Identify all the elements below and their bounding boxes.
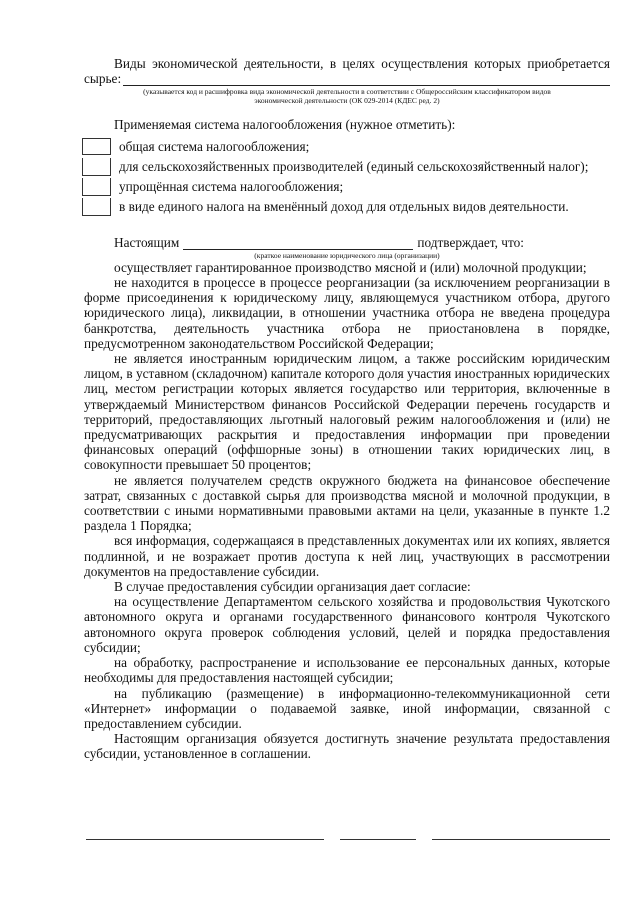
checkbox[interactable] (82, 138, 111, 155)
checkbox[interactable] (82, 178, 111, 196)
signature-field-position[interactable] (86, 839, 324, 840)
paragraph-authenticity: вся информация, содержащаяся в представленных документах или их копиях, является подлинной, и не возражает против доступа к ней лиц, участвующих в рассмотрении документов на предоставление субсидии. (84, 533, 610, 579)
signature-field-name[interactable] (432, 839, 610, 840)
confirm-line (84, 235, 610, 250)
application-form-page (84, 56, 610, 762)
tax-heading: Применяемая система налогообложения (нужное отметить): (114, 117, 456, 133)
activities-blank-field[interactable] (123, 71, 610, 86)
confirm-prefix: Настоящим (114, 234, 180, 250)
activities-text: Виды экономической деятельности, в целях осуществления которых приобретается (114, 56, 610, 71)
consent-item-publication: на публикацию (размещение) в информационно-телекоммуникационной сети «Интернет» информации о подаваемой заявке, иной информации, связанной с предоставлением субсидии. (84, 685, 610, 731)
checkbox[interactable] (82, 198, 111, 216)
confirm-suffix: подтверждает, что: (417, 234, 524, 250)
consent-item-inspection: на осуществление Департаментом сельского хозяйства и продовольствия Чукотского автономного округа и органами государственного финансового контроля Чукотского автономного округа проверок соблюдения условий, целей и порядка предоставления субсидии; (84, 594, 610, 655)
tax-option-label: общая система налогообложения; (119, 139, 310, 155)
consent-heading: В случае предоставления субсидии организация дает согласие: (114, 579, 471, 595)
tax-option-agricultural[interactable] (84, 157, 610, 177)
consent-item-personal-data: на обработку, распространение и использование ее персональных данных, которые необходимы для предоставления настоящей субсидии; (84, 655, 610, 686)
confirm-note: (краткое наименование юридического лица (организации) (254, 250, 440, 260)
checkbox[interactable] (82, 158, 111, 176)
activities-second-word: сырье: (84, 71, 122, 87)
signature-row (86, 839, 610, 841)
tax-options (84, 137, 610, 217)
activities-note-2: экономической деятельности (ОК 029-2014 (КДЕС ред. 2) (254, 96, 440, 106)
paragraph-budget: не является получателем средств окружного бюджета на финансовое обеспечение затрат, связанных с доставкой сырья для производства мясной и молочной продукции, в соответствии с иными нормативными правовыми актами на цели, указанные в пункте 1.2 раздела 1 Порядка; (84, 472, 610, 534)
organization-name-field[interactable] (183, 235, 413, 250)
tax-option-label: для сельскохозяйственных производителей (единый сельскохозяйственный налог); (119, 159, 589, 175)
tax-option-simplified[interactable] (84, 177, 610, 197)
paragraph-reorganization: не находится в процессе в процессе реорганизации (за исключением реорганизации в форме присоединения к юридическому лицу, являющемуся участником отбора, другого юридического лица), ликвидации, в отношении участника отбора не введена процедура банкротства, деятельность участника отбора не приостановлена в порядке, предусмотренном законодательством Российской Федерации; (84, 275, 610, 351)
tax-option-general[interactable] (84, 137, 610, 157)
obligation-text: Настоящим организация обязуется достигнуть значение результата предоставления субсидии, установленное в соглашении. (84, 731, 610, 762)
activities-line (84, 71, 610, 86)
tax-option-imputed[interactable] (84, 197, 610, 217)
signature-field-signature[interactable] (340, 839, 416, 840)
tax-option-label: упрощённая система налогообложения; (119, 179, 344, 195)
paragraph-foreign-entity: не является иностранным юридическим лицом, а также российским юридическим лицом, в уставном (складочном) капитале которого доля участия иностранных юридических лиц, местом регистрации которых является государство или территория, включенные в утверждаемый Министерством финансов Российской Федерации перечень государств и территорий, предоставляющих льготный налоговый режим налогообложения и (или) не предусматривающих раскрытия и предоставления информации при проведении финансовых операций (оффшорные зоны) в отношении таких юридических лиц, в совокупности превышает 50 процентов; (84, 351, 610, 473)
activities-note-1: (указывается код и расшифровка вида экономической деятельности в соответствии с Общероссийским классификатором видов (143, 87, 551, 97)
tax-option-label: в виде единого налога на вменённый доход для отдельных видов деятельности. (119, 199, 569, 215)
paragraph-production: осуществляет гарантированное производство мясной и (или) молочной продукции; (114, 259, 587, 275)
